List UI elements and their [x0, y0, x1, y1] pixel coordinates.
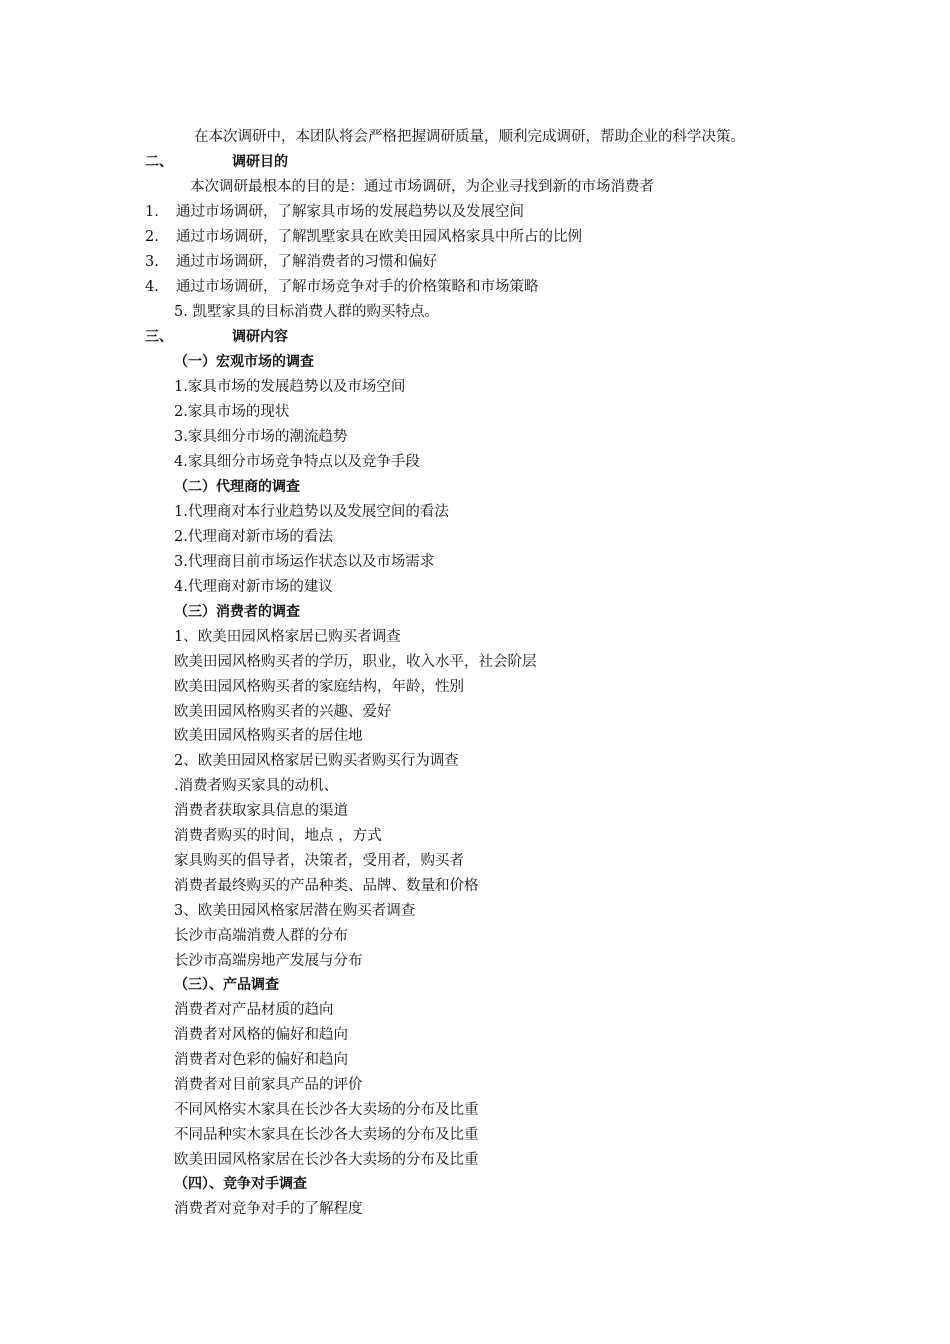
list-item: 2、欧美田园风格家居已购买者购买行为调查	[174, 753, 459, 769]
list-item: 欧美田园风格购买者的居住地	[174, 728, 363, 744]
list-number: 2.	[145, 229, 159, 245]
list-item: 长沙市高端消费人群的分布	[174, 928, 348, 944]
list-number: 4.	[145, 279, 159, 295]
list-item: 欧美田园风格购买者的兴趣、爱好	[174, 704, 392, 720]
list-item: 不同品种实木家具在长沙各大卖场的分布及比重	[174, 1127, 479, 1143]
list-item: 2.代理商对新市场的看法	[174, 529, 333, 545]
list-item: 1.代理商对本行业趋势以及发展空间的看法	[174, 504, 449, 520]
purpose-item-4	[0, 277, 950, 297]
list-item: 3.代理商目前市场运作状态以及市场需求	[174, 554, 435, 570]
list-item: 4.家具细分市场竞争特点以及竞争手段	[174, 454, 420, 470]
list-item: 消费者对风格的偏好和趋向	[174, 1027, 348, 1043]
list-number: 3.	[145, 254, 159, 270]
purpose-item-3	[0, 252, 950, 272]
list-text: 通过市场调研，了解凯墅家具在欧美田园风格家具中所占的比例	[176, 229, 582, 245]
intro-paragraph: 在本次调研中，本团队将会严格把握调研质量，顺利完成调研，帮助企业的科学决策。	[194, 129, 745, 145]
purpose-item-5: 5. 凯墅家具的目标消费人群的购买特点。	[174, 304, 439, 320]
section-2-marker: 二、	[145, 154, 173, 170]
list-item: 消费者对产品材质的趋向	[174, 1002, 334, 1018]
section-3-title: 调研内容	[232, 329, 288, 345]
list-item: .消费者购买家具的动机、	[174, 778, 339, 794]
list-item: 欧美田园风格购买者的家庭结构，年龄，性别	[174, 679, 464, 695]
list-text: 通过市场调研，了解市场竞争对手的价格策略和市场策略	[176, 279, 539, 295]
subsection-heading: （四）、竞争对手调查	[174, 1176, 307, 1192]
list-text: 通过市场调研，了解家具市场的发展趋势以及发展空间	[176, 204, 524, 220]
list-item: 消费者对目前家具产品的评价	[174, 1077, 363, 1093]
list-item: 3、欧美田园风格家居潜在购买者调查	[174, 903, 416, 919]
section-2-heading	[0, 152, 950, 172]
purpose-item-1	[0, 202, 950, 222]
list-item: 2.家具市场的现状	[174, 404, 290, 420]
list-item: 长沙市高端房地产发展与分布	[174, 953, 363, 969]
list-item: 家具购买的倡导者，决策者，受用者，购买者	[174, 853, 464, 869]
purpose-item-2	[0, 227, 950, 247]
list-text: 通过市场调研，了解消费者的习惯和偏好	[176, 254, 437, 270]
section-2-title: 调研目的	[232, 154, 288, 170]
section-3-heading	[0, 327, 950, 347]
list-item: 欧美田园风格家居在长沙各大卖场的分布及比重	[174, 1152, 479, 1168]
list-item: 欧美田园风格购买者的学历，职业，收入水平，社会阶层	[174, 654, 537, 670]
section-3-marker: 三、	[145, 329, 173, 345]
list-item: 消费者对竞争对手的了解程度	[174, 1201, 363, 1217]
list-item: 1、欧美田园风格家居已购买者调查	[174, 629, 401, 645]
subsection-heading: （三）消费者的调查	[174, 604, 300, 620]
list-item: 不同风格实木家具在长沙各大卖场的分布及比重	[174, 1102, 479, 1118]
list-item: 3.家具细分市场的潮流趋势	[174, 429, 348, 445]
subsection-heading: （一）宏观市场的调查	[174, 354, 314, 370]
subsection-heading: （二）代理商的调查	[174, 479, 300, 495]
list-item: 消费者获取家具信息的渠道	[174, 803, 348, 819]
section-2-lead: 本次调研最根本的目的是：通过市场调研，为企业寻找到新的市场消费者	[190, 179, 654, 195]
list-number: 1.	[145, 204, 159, 220]
subsection-heading: （三）、产品调查	[174, 977, 279, 993]
list-item: 消费者购买的时间，地点 ，方式	[174, 828, 382, 844]
list-item: 消费者最终购买的产品种类、品牌、数量和价格	[174, 878, 479, 894]
list-item: 消费者对色彩的偏好和趋向	[174, 1052, 348, 1068]
list-item: 4.代理商对新市场的建议	[174, 579, 333, 595]
list-item: 1.家具市场的发展趋势以及市场空间	[174, 379, 406, 395]
